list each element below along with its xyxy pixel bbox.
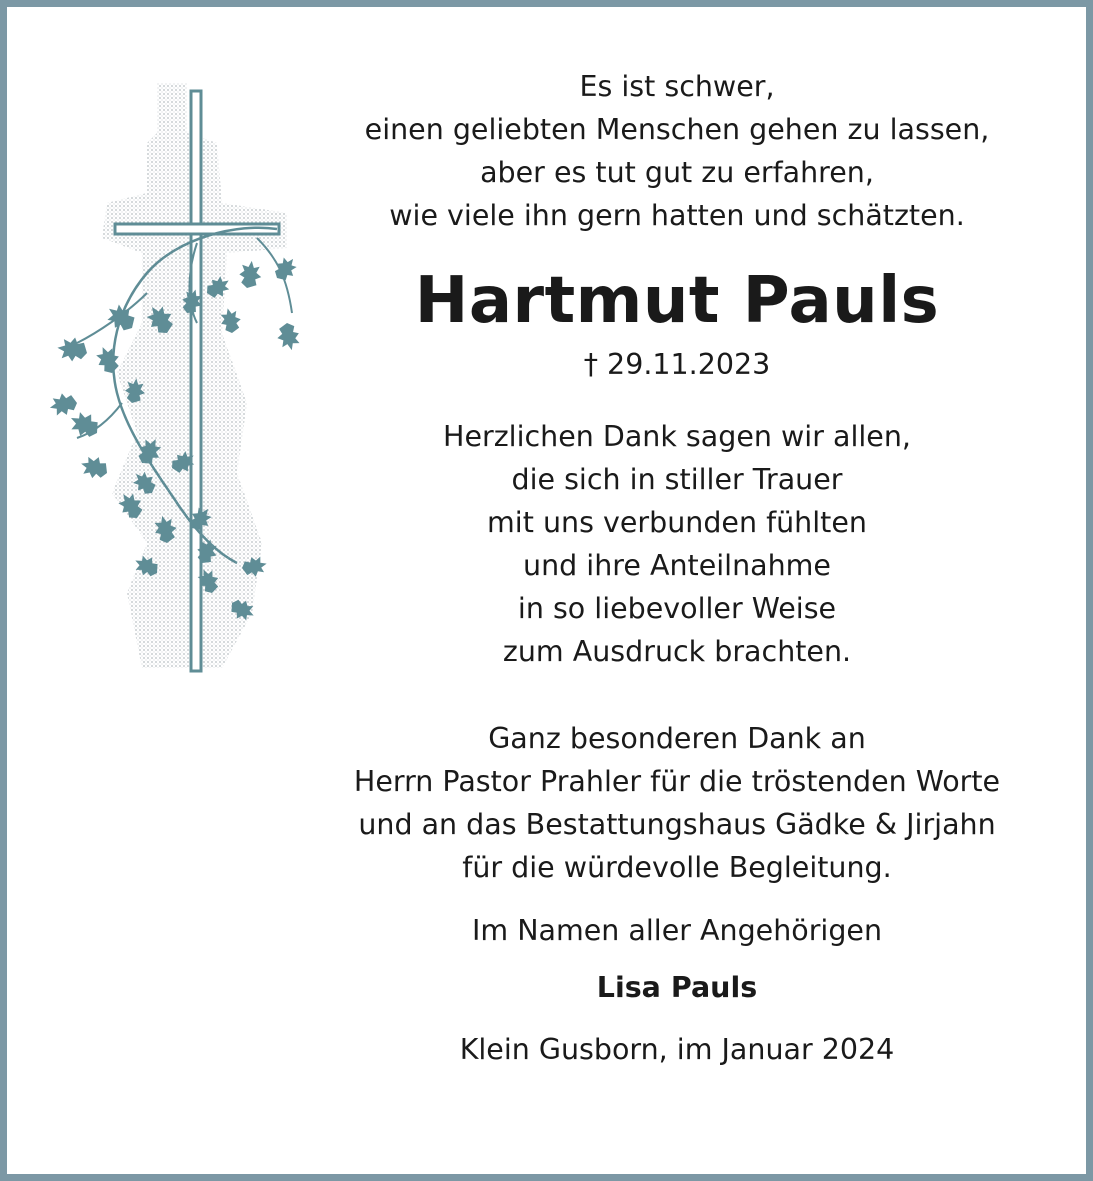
signer-name: Lisa Pauls bbox=[596, 971, 758, 1004]
cross-with-leaves-icon bbox=[47, 73, 307, 673]
on-behalf-line: Im Namen aller Angehörigen bbox=[471, 914, 883, 947]
special-thanks-line: für die würdevolle Begleitung. bbox=[462, 851, 892, 884]
quote-line: Es ist schwer, bbox=[579, 70, 775, 103]
thanks-line: in so liebevoller Weise bbox=[517, 592, 837, 625]
special-thanks-line: Herrn Pastor Prahler für die tröstenden Worte bbox=[353, 765, 1001, 798]
quote-block bbox=[307, 65, 1047, 237]
thanks-line: die sich in stiller Trauer bbox=[511, 463, 843, 496]
special-thanks-block bbox=[307, 717, 1047, 889]
thanks-line: mit uns verbunden fühlten bbox=[487, 506, 867, 539]
death-date: † 29.11.2023 bbox=[583, 348, 771, 381]
thanks-block bbox=[307, 415, 1047, 673]
quote-line: wie viele ihn gern hatten und schätzten. bbox=[389, 199, 965, 232]
obituary-text bbox=[307, 65, 1047, 1070]
thanks-line: Herzlichen Dank sagen wir allen, bbox=[443, 420, 911, 453]
closing-block bbox=[307, 909, 1047, 1070]
thanks-line: und ihre Anteilnahme bbox=[523, 549, 831, 582]
deceased-name: Hartmut Pauls bbox=[414, 264, 940, 338]
thanks-line: zum Ausdruck brachten. bbox=[502, 635, 852, 668]
quote-line: einen geliebten Menschen gehen zu lassen, bbox=[364, 113, 990, 146]
special-thanks-line: und an das Bestattungshaus Gädke & Jirjahn bbox=[358, 808, 996, 841]
quote-line: aber es tut gut zu erfahren, bbox=[480, 156, 874, 189]
place-date: Klein Gusborn, im Januar 2024 bbox=[459, 1033, 895, 1066]
special-thanks-line: Ganz besonderen Dank an bbox=[488, 722, 866, 755]
